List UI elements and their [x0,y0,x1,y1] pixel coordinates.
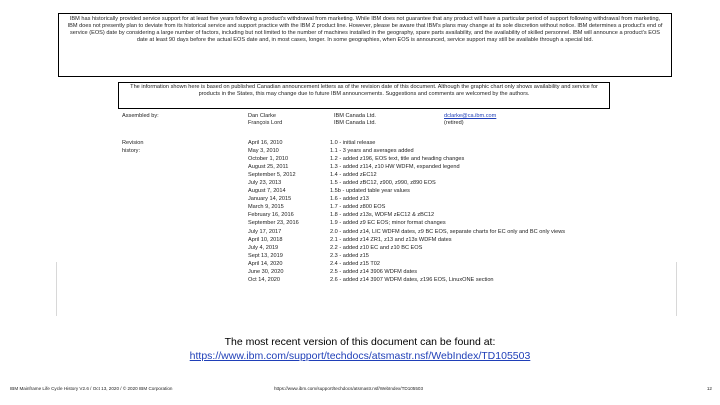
revision-text: 2.1 - added z14 ZR1, z13 and z13s WDFM dates [330,236,452,243]
revision-date: April 14, 2020 [248,260,283,267]
revision-history-label: Revision history: [122,140,144,155]
support-notice-text: IBM has historically provided service support for at least five years following a product's withdrawal from marketing. While IBM does not guarantee that any product will have a particular period of support following withdrawal from marketing, IBM does not presently plan to deviate from its historical service and support practice with the IBM Z product line. However, please be aware that IBM's plans may change at its sole discretion without notice. IBM determines a product's end of service (EOS) date by considering a large number of factors, including but not limited to the number of machines installed in the geography, spare parts availability, and the availability of skilled personnel. IBM will announce a product's EOS date at least 90 days before the actual EOS date and, in most cases, longer. In some geographies, when EOS is announced, service support may still be available through a special bid. [67,16,663,44]
revision-row [248,252,720,260]
revision-date: July 23, 2013 [248,180,282,187]
revision-text: 1.1 - 3 years and averages added [330,148,414,155]
revision-date: January 14, 2015 [248,196,292,203]
revision-date: April 16, 2010 [248,140,283,146]
revision-row [248,236,720,244]
revision-row [248,187,720,195]
revision-text: 1.7 - added z800 EOS [330,204,386,211]
revision-date: October 1, 2010 [248,156,289,163]
revision-row [248,260,720,268]
revision-text: 1.8 - added z13s, WDFM zEC12 & zBC12 [330,212,435,219]
footer-url: https://www.ibm.com/support/techdocs/atsmastr.nsf/WebIndex/TD105503 [274,386,424,391]
revision-text: 2.6 - added z14 3907 WDFM dates, z196 EOS, LinuxONE section [330,276,494,283]
info-notice-box [118,82,610,109]
revision-date: July 17, 2017 [248,228,282,235]
recent-version-text: The most recent version of this document can be found at: [224,336,496,348]
revision-date: February 16, 2016 [248,212,294,219]
recent-version-link[interactable]: https://www.ibm.com/support/techdocs/atsmastr.nsf/WebIndex/TD105503 [189,350,531,362]
revision-row [248,268,720,276]
revision-date: May 3, 2010 [248,148,279,155]
revision-date: March 9, 2015 [248,204,284,211]
revision-text: 1.5 - added zBC12, z900, z990, z890 EOS [330,180,436,187]
revision-date: July 4, 2019 [248,244,279,251]
info-notice-text: The information shown here is based on published Canadian announcement letters as of the revision date of this document. Although the graphic chart only shows availability and service for products in the States, this may change due to future IBM announcements. Suggestions and comments are welcomed by the authors. [130,84,598,98]
author-name: François Lord [248,120,283,127]
author-contact: (retired) [444,120,464,127]
revision-text: 2.3 - added z15 [330,252,369,259]
revision-row [248,228,720,236]
author-email-link[interactable]: dclarke@ca.ibm.com [444,113,497,119]
revision-text: 2.5 - added z14 3906 WDFM dates [330,268,418,275]
revision-text: 1.6 - added z13 [330,196,369,203]
right-frame-line [676,262,677,316]
revision-text: 2.0 - added z14, LIC WDFM dates, z9 BC EOS, separate charts for EC only and BC only views [330,228,566,235]
revision-row [248,179,720,187]
revision-date: September 5, 2012 [248,172,296,179]
revision-date: August 25, 2011 [248,164,289,171]
revision-text: 2.4 - added z15 T02 [330,260,380,267]
revision-row [248,139,720,147]
footer-copyright: IBM Mainframe Life Cycle History V2.6 / Oct 13, 2020 / © 2020 IBM Corporation [10,386,173,391]
revision-text: 1.4 - added zEC12 [330,172,377,179]
revision-date: Sept 13, 2019 [248,252,283,259]
revision-text: 2.2 - added z10 EC and z10 BC EOS [330,244,423,251]
revision-row [248,219,720,227]
revision-history-list [248,139,720,284]
revision-row [248,155,720,163]
revision-row [248,195,720,203]
revision-date: Oct 14, 2020 [248,276,281,283]
revision-text: 1.5b - updated table year values [330,188,410,195]
support-notice-box [58,13,672,77]
left-frame-line [56,262,57,316]
authors-label: Assembled by: [122,113,159,119]
revision-date: June 30, 2020 [248,268,284,275]
revision-date: August 7, 2014 [248,188,286,195]
revision-row [248,244,720,252]
revision-row [248,211,720,219]
revision-date: September 23, 2016 [248,220,299,227]
recent-version-link-row [0,350,720,363]
revision-row [248,147,720,155]
revision-date: April 10, 2018 [248,236,283,243]
author-org: IBM Canada Ltd. [334,113,376,119]
revision-text: 1.3 - added z114, z10 HW WDFM, expanded legend [330,164,460,171]
author-name: Dan Clarke [248,113,276,119]
revision-text: 1.9 - added z9 EC EOS; minor format changes [330,220,446,227]
revision-text: 1.2 - added z196, EOS text, title and heading changes [330,156,465,163]
author-org: IBM Canada Ltd. [334,120,376,127]
revision-row [248,171,720,179]
revision-row [248,163,720,171]
revision-row [248,203,720,211]
page-number: 12 [706,386,712,391]
revision-text: 1.0 - initial release [330,140,376,146]
revision-row [248,276,720,284]
